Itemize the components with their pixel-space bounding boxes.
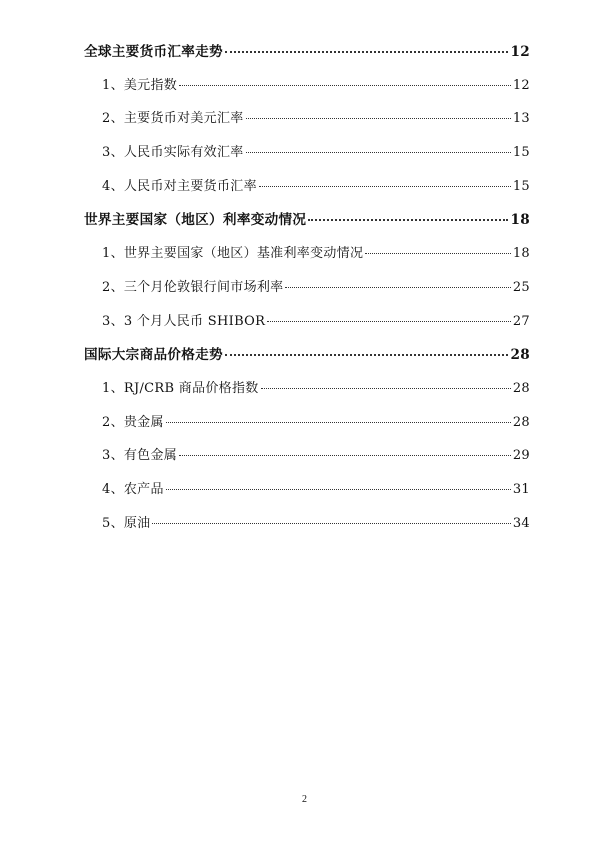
toc-item-title: 1、RJ/CRB 商品价格指数 <box>102 380 259 396</box>
toc-page-number: 28 <box>512 380 530 396</box>
toc-page-number: 27 <box>512 313 530 329</box>
dot-leader <box>246 118 511 119</box>
toc-item-title: 2、主要货币对美元汇率 <box>102 111 244 127</box>
toc-item-title: 3、人民币实际有效汇率 <box>102 145 244 161</box>
toc-page-number: 29 <box>512 448 530 464</box>
toc-section-title: 全球主要货币汇率走势 <box>84 44 223 60</box>
toc-item-title: 5、原油 <box>102 515 151 531</box>
toc-page-number: 31 <box>512 481 530 497</box>
toc-page-number: 34 <box>512 515 530 531</box>
toc-item[interactable] <box>84 74 530 108</box>
toc-page-number: 13 <box>512 111 530 127</box>
toc-item-title: 3、3 个月人民币 SHIBOR <box>102 313 266 329</box>
toc-item[interactable] <box>84 242 530 276</box>
toc-page-number: 15 <box>512 145 530 161</box>
dot-leader <box>246 152 511 153</box>
toc-item[interactable] <box>84 310 530 344</box>
toc-page-number: 28 <box>510 347 530 364</box>
toc-item[interactable] <box>84 175 530 209</box>
toc-section-title: 世界主要国家（地区）利率变动情况 <box>84 212 307 229</box>
toc-item-title: 1、世界主要国家（地区）基准利率变动情况 <box>102 246 364 262</box>
toc-section-exchange-rates[interactable] <box>84 40 530 74</box>
toc-page-number: 15 <box>512 178 530 194</box>
toc-item-title: 3、有色金属 <box>102 448 178 464</box>
dot-leader <box>261 388 511 389</box>
dot-leader <box>225 354 509 356</box>
toc-item[interactable] <box>84 377 530 411</box>
footer-page-number: 2 <box>302 794 307 805</box>
toc-item[interactable] <box>84 411 530 445</box>
dot-leader <box>179 85 511 86</box>
toc-page-number: 18 <box>512 246 530 262</box>
toc-item-title: 4、农产品 <box>102 481 164 497</box>
dot-leader <box>308 219 508 221</box>
table-of-contents <box>84 40 530 545</box>
toc-item[interactable] <box>84 276 530 310</box>
toc-section-commodities[interactable] <box>84 343 530 377</box>
toc-page-number: 18 <box>510 212 530 229</box>
toc-page-number: 25 <box>512 279 530 295</box>
toc-section-interest-rates[interactable] <box>84 208 530 242</box>
dot-leader <box>179 455 511 456</box>
dot-leader <box>259 186 511 187</box>
toc-page-number: 12 <box>510 44 530 60</box>
dot-leader <box>166 489 511 490</box>
toc-item[interactable] <box>84 107 530 141</box>
toc-item[interactable] <box>84 141 530 175</box>
dot-leader <box>267 321 511 322</box>
toc-item-title: 2、贵金属 <box>102 414 164 430</box>
dot-leader <box>225 51 509 53</box>
toc-item[interactable] <box>84 512 530 546</box>
toc-item-title: 2、三个月伦敦银行间市场利率 <box>102 279 284 295</box>
toc-item[interactable] <box>84 478 530 512</box>
dot-leader <box>285 287 510 288</box>
toc-page-number: 28 <box>512 414 530 430</box>
dot-leader <box>166 422 511 423</box>
toc-section-title: 国际大宗商品价格走势 <box>84 347 223 364</box>
toc-item[interactable] <box>84 444 530 478</box>
dot-leader <box>365 253 511 254</box>
toc-item-title: 4、人民币对主要货币汇率 <box>102 178 257 194</box>
toc-page-number: 12 <box>512 77 530 93</box>
dot-leader <box>152 523 510 524</box>
toc-item-title: 1、美元指数 <box>102 77 178 93</box>
